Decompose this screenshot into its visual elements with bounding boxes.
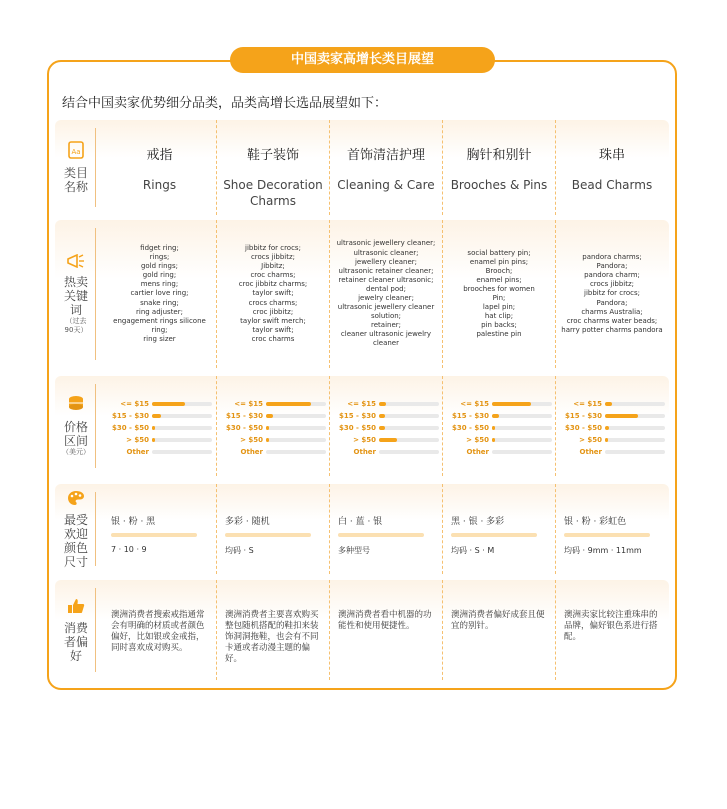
price-cell — [103, 376, 216, 476]
popular-sizes: 均码 · S · M — [451, 546, 495, 555]
price-share-bar — [605, 426, 609, 430]
color-divider-bar — [111, 533, 197, 537]
price-band-label: $15 - $30 — [225, 412, 263, 420]
preference-cell — [329, 484, 442, 574]
price-band-label: $30 - $50 — [564, 424, 602, 432]
price-share-track — [266, 414, 326, 418]
price-share-track — [492, 426, 552, 430]
coins-icon — [67, 395, 85, 417]
preference-cell — [442, 484, 555, 574]
price-share-bar — [605, 414, 638, 418]
row-label: 消费 者偏 好 — [63, 620, 88, 663]
price-share-track — [266, 402, 326, 406]
popular-colors: 多彩 · 随机 — [225, 517, 270, 527]
price-share-track — [605, 450, 665, 454]
price-share-track — [605, 402, 665, 406]
price-share-track — [492, 414, 552, 418]
category-name-cn: 首饰清洁护理 — [346, 148, 425, 163]
price-band — [445, 410, 555, 422]
row-label: 热卖 关键 词 — [63, 274, 88, 317]
price-share-track — [152, 402, 212, 406]
row-label: 价格 区间 — [63, 420, 88, 448]
keywords-cell — [103, 220, 216, 368]
consumer-cell: 澳洲消费者偏好成套且便宜的别针。 — [442, 580, 555, 680]
category-name-en: Bead Charms — [571, 178, 653, 192]
price-share-track — [266, 438, 326, 442]
price-band — [445, 446, 555, 458]
color-divider-bar — [451, 533, 537, 537]
thumbs-up-icon — [67, 598, 85, 618]
price-band-label: $15 - $30 — [338, 412, 376, 420]
svg-text:Aa: Aa — [71, 148, 81, 156]
price-band — [332, 446, 442, 458]
category-cell — [442, 120, 555, 215]
price-share-track — [492, 402, 552, 406]
price-band — [558, 422, 668, 434]
price-share-track — [379, 438, 439, 442]
price-share-bar — [152, 438, 155, 442]
row-header-divider — [95, 588, 96, 672]
price-share-track — [152, 438, 212, 442]
price-share-bar — [605, 402, 612, 406]
row-header-divider — [95, 128, 96, 207]
price-share-bar — [266, 402, 311, 406]
category-name-cn: 胸针和别针 — [466, 148, 532, 163]
consumer-cell: 澳洲消费者搜索戒指通常会有明确的材质或者颜色偏好，比如银或金戒指，同时喜欢成对购买。 — [111, 610, 205, 653]
row-header-preference — [55, 484, 97, 574]
category-name-en: Brooches & Pins — [450, 178, 548, 192]
price-cell — [442, 376, 555, 476]
price-share-track — [605, 426, 665, 430]
row-header-price — [55, 376, 97, 476]
price-band — [105, 422, 216, 434]
price-band-label: <= $15 — [347, 400, 376, 408]
category-name-cn: 戒指 — [146, 148, 173, 163]
price-share-track — [379, 414, 439, 418]
row-header-divider — [95, 384, 96, 468]
price-band-label: Other — [579, 448, 602, 456]
price-share-track — [152, 450, 212, 454]
price-cell — [329, 376, 442, 476]
price-band-label: Other — [466, 448, 489, 456]
price-share-bar — [266, 426, 269, 430]
price-share-track — [605, 414, 665, 418]
megaphone-icon — [67, 254, 85, 272]
color-divider-bar — [225, 533, 311, 537]
price-band — [219, 434, 329, 446]
row-header-category — [55, 120, 97, 215]
category-name-en: Cleaning & Care — [337, 178, 435, 192]
price-share-bar — [492, 438, 495, 442]
price-band-label: > $50 — [466, 436, 489, 444]
price-share-bar — [152, 414, 161, 418]
price-band-label: $30 - $50 — [225, 424, 263, 432]
price-band-label: <= $15 — [234, 400, 263, 408]
category-cell — [216, 120, 329, 215]
price-share-bar — [492, 426, 495, 430]
price-band — [558, 410, 668, 422]
row-header-divider — [95, 228, 96, 360]
price-share-bar — [152, 426, 155, 430]
price-share-bar — [152, 402, 185, 406]
price-share-track — [379, 426, 439, 430]
price-band — [332, 422, 442, 434]
price-band-label: <= $15 — [573, 400, 602, 408]
popular-sizes: 多种型号 — [338, 546, 370, 555]
popular-colors: 银 · 粉 · 黑 — [111, 517, 156, 527]
color-divider-bar — [338, 533, 424, 537]
category-cell — [329, 120, 442, 215]
price-band — [558, 398, 668, 410]
row-consumer-preference — [55, 580, 669, 680]
price-band-label: $15 - $30 — [111, 412, 149, 420]
price-share-bar — [379, 426, 385, 430]
price-share-bar — [492, 402, 531, 406]
price-band — [558, 446, 668, 458]
price-share-bar — [379, 402, 386, 406]
preference-cell — [216, 484, 329, 574]
row-header-divider — [95, 492, 96, 566]
price-band — [219, 446, 329, 458]
row-category-name — [55, 120, 669, 215]
price-share-bar — [266, 438, 269, 442]
banner-title: 中国卖家高增长类目展望 — [230, 47, 495, 73]
price-share-track — [266, 426, 326, 430]
consumer-cell: 澳洲消费者看中机器的功能性和使用便捷性。 — [329, 580, 442, 680]
price-band — [445, 434, 555, 446]
price-band-label: Other — [353, 448, 376, 456]
color-divider-bar — [564, 533, 650, 537]
category-cell — [103, 120, 216, 215]
price-band — [219, 398, 329, 410]
row-sublabel: （过去 90天） — [64, 316, 88, 334]
price-band-label: $15 - $30 — [564, 412, 602, 420]
keywords-cell — [442, 220, 555, 368]
preference-cell — [103, 484, 216, 574]
popular-sizes: 均码 · S — [225, 546, 254, 555]
price-band-label: <= $15 — [120, 400, 149, 408]
palette-icon — [67, 490, 85, 510]
category-cell — [555, 120, 668, 215]
price-band-label: Other — [126, 448, 149, 456]
price-band-label: > $50 — [240, 436, 263, 444]
price-band-label: $30 - $50 — [338, 424, 376, 432]
price-share-bar — [605, 438, 608, 442]
category-name-cn: 珠串 — [598, 148, 625, 163]
keyword-list: social battery pin; enamel pin pins; Brooch; enamel pins; brooches for women Pin; lapel pin; hat clip; pin backs; palestine pin — [463, 248, 535, 339]
popular-sizes: 7 · 10 · 9 — [111, 545, 147, 554]
row-label: 类目 名称 — [63, 166, 88, 194]
popular-colors: 白 · 蓝 · 银 — [338, 517, 383, 527]
row-header-keywords — [55, 220, 97, 368]
price-cell — [216, 376, 329, 476]
price-band — [105, 446, 216, 458]
price-share-track — [266, 450, 326, 454]
price-share-track — [605, 438, 665, 442]
keyword-list: pandora charms; Pandora; pandora charm; crocs jibbitz; jibbitz for crocs; Pandora; charms Australia; croc charms water beads; harry potter charms pandora — [561, 253, 663, 334]
price-share-bar — [379, 438, 397, 442]
price-band-label: $15 - $30 — [451, 412, 489, 420]
row-popular-color-size — [55, 484, 669, 574]
price-share-track — [152, 414, 212, 418]
category-name-en: Rings — [142, 178, 177, 192]
price-share-bar — [379, 414, 385, 418]
price-band — [219, 422, 329, 434]
price-band-label: > $50 — [579, 436, 602, 444]
row-label: 最受 欢迎 颜色 尺寸 — [63, 512, 88, 569]
price-share-bar — [266, 414, 273, 418]
keywords-cell — [216, 220, 329, 368]
price-band-label: > $50 — [126, 436, 149, 444]
price-share-track — [492, 438, 552, 442]
price-band — [332, 398, 442, 410]
keywords-cell — [555, 220, 668, 368]
price-band-label: Other — [240, 448, 263, 456]
price-share-track — [152, 426, 212, 430]
price-band — [445, 398, 555, 410]
price-band — [219, 410, 329, 422]
row-hot-keywords — [55, 220, 669, 368]
preference-cell — [555, 484, 668, 574]
popular-sizes: 均码 · 9mm · 11mm — [564, 546, 642, 555]
price-band — [105, 410, 216, 422]
row-header-consumer — [55, 580, 97, 680]
row-sublabel: （美元） — [62, 448, 90, 456]
popular-colors: 黑 · 银 · 多彩 — [451, 517, 505, 527]
category-name-en: Shoe Decoration Charms — [223, 178, 323, 208]
price-share-track — [379, 450, 439, 454]
price-band-label: > $50 — [353, 436, 376, 444]
price-band — [332, 434, 442, 446]
price-cell — [555, 376, 668, 476]
consumer-cell: 澳洲卖家比较注重珠串的品牌，偏好银色系进行搭配。 — [555, 580, 668, 680]
price-band-label: $30 - $50 — [111, 424, 149, 432]
keyword-list: fidget ring; rings; gold rings; gold ring; mens ring; cartier love ring; snake ring; ring adjuster; engagement rings silicone ring; ring sizer — [113, 243, 206, 343]
price-band-label: <= $15 — [460, 400, 489, 408]
price-share-bar — [492, 414, 499, 418]
popular-colors: 银 · 粉 · 彩虹色 — [564, 517, 627, 527]
price-band — [445, 422, 555, 434]
intro-text: 结合中国卖家优势细分品类，品类高增长选品展望如下： — [62, 96, 388, 111]
consumer-cell: 澳洲消费者主要喜欢购买整包随机搭配的鞋扣来装饰洞洞拖鞋，也会有不同卡通或者动漫主题的偏好。 — [216, 580, 329, 680]
document-icon — [68, 141, 84, 163]
price-share-track — [379, 402, 439, 406]
price-band — [105, 434, 216, 446]
keyword-list: jibbitz for crocs; crocs jibbitz; Jibbitz; croc charms; croc jibbitz charms; taylor swift; crocs charms; croc jibbitz; taylor swift merch; taylor swift; croc charms — [238, 243, 308, 343]
category-name-cn: 鞋子装饰 — [246, 148, 299, 163]
row-price-range — [55, 376, 669, 476]
price-band — [332, 410, 442, 422]
price-band-label: $30 - $50 — [451, 424, 489, 432]
keyword-list: ultrasonic jewellery cleaner; ultrasonic cleaner; jewellery cleaner; ultrasonic retainer cleaner; retainer cleaner ultrasonic; dental pod; jewelry cleaner; ultrasonic jewellery cleaner solution; retainer; cleaner ultrasonic jewelry cleaner — [336, 239, 436, 348]
price-band — [105, 398, 216, 410]
keywords-cell — [329, 220, 442, 368]
price-share-track — [492, 450, 552, 454]
price-band — [558, 434, 668, 446]
